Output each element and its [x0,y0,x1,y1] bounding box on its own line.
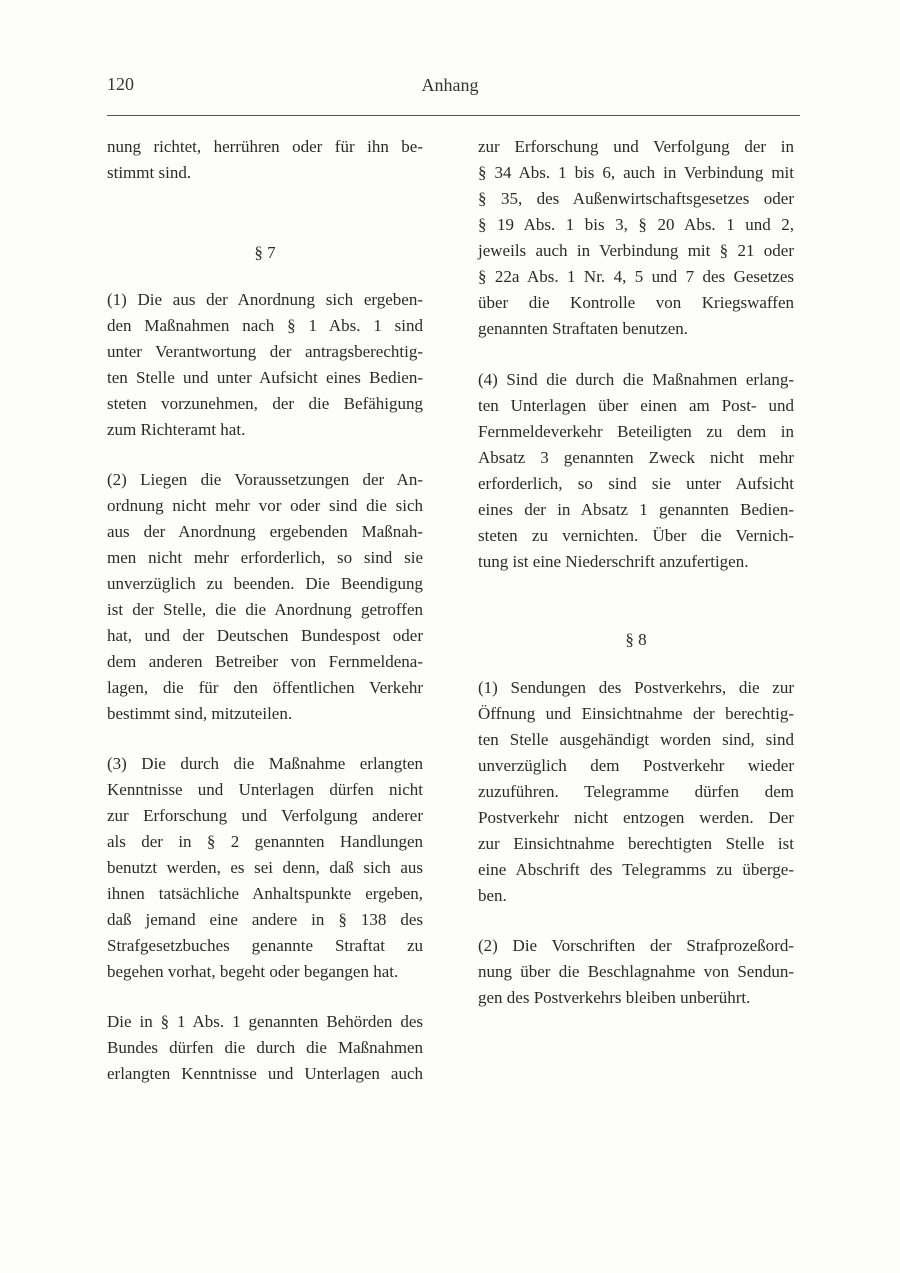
paragraph-line: daß jemand eine andere in § 138 des [107,910,423,929]
paragraph-line: eine Abschrift des Telegramms zu überge- [478,860,794,879]
paragraph-line: § 19 Abs. 1 bis 3, § 20 Abs. 1 und 2, [478,215,794,234]
paragraph-line: steten vorzunehmen, der die Befähigung [107,394,423,413]
page-number: 120 [107,74,134,94]
paragraph-line: § 35, des Außenwirtschaftsgesetzes oder [478,189,794,208]
paragraph-line: § 34 Abs. 1 bis 6, auch in Verbindung mit [478,163,794,182]
paragraph-line: den Maßnahmen nach § 1 Abs. 1 sind [107,316,423,335]
paragraph-line: zur Erforschung und Verfolgung der in [478,137,794,156]
paragraph-line: erlangten Kenntnisse und Unterlagen auch [107,1064,423,1083]
paragraph-line: steten zu vernichten. Über die Vernich- [478,526,794,545]
paragraph-line: benutzt werden, es sei denn, daß sich aus [107,858,423,877]
paragraph-line: ihnen tatsächliche Anhaltspunkte ergeben, [107,884,423,903]
paragraph-line: Absatz 3 genannten Zweck nicht mehr [478,448,794,467]
paragraph-line: über die Kontrolle von Kriegswaffen [478,293,794,312]
paragraph-line: unverzüglich dem Postverkehr wieder [478,756,794,775]
paragraph-line: nung über die Beschlagnahme von Sendun- [478,962,794,981]
paragraph-line: ten Unterlagen über einen am Post- und [478,396,794,415]
paragraph-line: stimmt sind. [107,163,192,182]
paragraph-line: ten Stelle ausgehändigt worden sind, sind [478,730,794,749]
paragraph-line: als der in § 2 genannten Handlungen [107,832,423,851]
paragraph-line: zur Erforschung und Verfolgung anderer [107,806,423,825]
header-rule [107,115,800,116]
paragraph-line: eines der in Absatz 1 genannten Bedien- [478,500,794,519]
paragraph-line: Strafgesetzbuches genannte Straftat zu [107,936,423,955]
paragraph-line: jeweils auch in Verbindung mit § 21 oder [478,241,794,260]
paragraph-line: hat, und der Deutschen Bundespost oder [107,626,423,645]
section-heading: § 7 [254,243,276,262]
paragraph-line: Postverkehr nicht entzogen werden. Der [478,808,794,827]
paragraph-line: nung richtet, herrühren oder für ihn be- [107,137,423,156]
running-title: Anhang [421,75,479,95]
paragraph-line: Öffnung und Einsichtnahme der berechtig- [478,704,794,723]
paragraph-line: zur Einsichtnahme berechtigten Stelle ist [478,834,794,853]
paragraph-line: zuzuführen. Telegramme dürfen dem [478,782,794,801]
paragraph-line: dem anderen Betreiber von Fernmeldena- [107,652,423,671]
paragraph-line: (2) Liegen die Voraussetzungen der An- [107,470,423,489]
paragraph-line: Kenntnisse und Unterlagen dürfen nicht [107,780,423,799]
paragraph-line: Bundes dürfen die durch die Maßnahmen [107,1038,423,1057]
paragraph-line: lagen, die für den öffentlichen Verkehr [107,678,423,697]
paragraph-line: unverzüglich zu beenden. Die Beendigung [107,574,423,593]
paragraph-line: bestimmt sind, mitzuteilen. [107,704,293,723]
paragraph-line: ten Stelle und unter Aufsicht eines Bedien- [107,368,423,387]
paragraph-line: (2) Die Vorschriften der Strafprozeßord- [478,936,794,955]
section-heading: § 8 [625,630,647,649]
paragraph-line: Fernmeldeverkehr Beteiligten zu dem in [478,422,794,441]
paragraph-line: ben. [478,886,507,905]
paragraph-line: ordnung nicht mehr vor oder sind die sich [107,496,423,515]
paragraph-line: gen des Postverkehrs bleiben unberührt. [478,988,751,1007]
paragraph-line: ist der Stelle, die die Anordnung getroffen [107,600,423,619]
paragraph-line: Die in § 1 Abs. 1 genannten Behörden des [107,1012,423,1031]
paragraph-line: erforderlich, so sind sie unter Aufsicht [478,474,794,493]
paragraph-line: unter Verantwortung der antragsberechtig- [107,342,423,361]
paragraph-line: zum Richteramt hat. [107,420,246,439]
paragraph-line: (3) Die durch die Maßnahme erlangten [107,754,423,773]
paragraph-line: men nicht mehr erforderlich, so sind sie [107,548,423,567]
paragraph-line: (1) Die aus der Anordnung sich ergeben- [107,290,423,309]
paragraph-line: (1) Sendungen des Postverkehrs, die zur [478,678,794,697]
paragraph-line: aus der Anordnung ergebenden Maßnah- [107,522,423,541]
paragraph-line: tung ist eine Niederschrift anzufertigen. [478,552,749,571]
paragraph-line: (4) Sind die durch die Maßnahmen erlang- [478,370,794,389]
paragraph-line: begehen vorhat, begeht oder begangen hat. [107,962,399,981]
paragraph-line: § 22a Abs. 1 Nr. 4, 5 und 7 des Gesetzes [478,267,794,286]
paragraph-line: genannten Straftaten benutzen. [478,319,689,338]
